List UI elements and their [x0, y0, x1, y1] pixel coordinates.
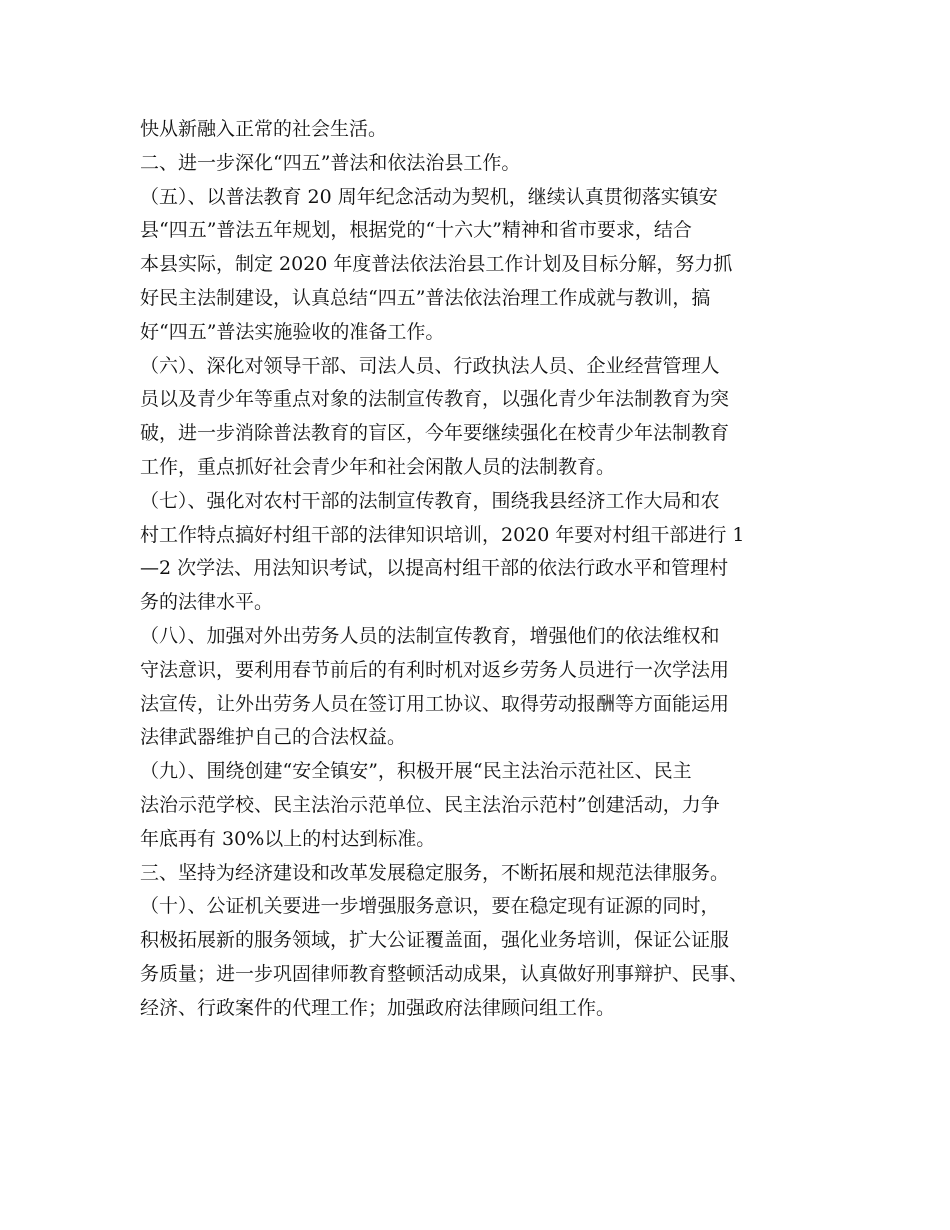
- text-line: 县“四五”普法五年规划，根据党的“十六大”精神和省市要求，结合: [140, 219, 692, 242]
- text-line: —2 次学法、用法知识考试，以提高村组干部的依法行政水平和管理村: [140, 557, 729, 580]
- text-line: 年底再有 30%以上的村达到标准。: [140, 827, 436, 850]
- text-line: （九）、围绕创建“安全镇安”，积极开展“民主法治示范社区、民主: [140, 760, 692, 783]
- text-line: （七）、强化对农村干部的法制宣传教育，围绕我县经济工作大局和农: [140, 489, 720, 512]
- text-line: （六）、深化对领导干部、司法人员、行政执法人员、企业经营管理人: [140, 354, 720, 377]
- text-line: 法治示范学校、民主法治示范单位、民主法治示范村”创建活动，力争: [140, 793, 720, 816]
- text-line: 积极拓展新的服务领域，扩大公证覆盖面，强化业务培训，保证公证服: [140, 929, 730, 952]
- text-line: 好民主法制建设，认真总结“四五”普法依法治理工作成就与教训，搞: [140, 286, 711, 309]
- text-line: 本县实际，制定 2020 年度普法依法治县工作计划及目标分解，努力抓: [140, 253, 733, 276]
- text-line: 员以及青少年等重点对象的法制宣传教育，以强化青少年法制教育为突: [140, 388, 730, 411]
- text-line: 快从新融入正常的社会生活。: [140, 118, 388, 140]
- text-line: （八）、加强对外出劳务人员的法制宣传教育，增强他们的依法维权和: [140, 624, 720, 647]
- section-heading: 三、坚持为经济建设和改革发展稳定服务，不断拓展和规范法律服务。: [140, 861, 730, 884]
- text-line: 务质量；进一步巩固律师教育整顿活动成果，认真做好刑事辩护、民事、: [140, 962, 749, 985]
- text-line: （五）、以普法教育 20 周年纪念活动为契机，继续认真贯彻落实镇安: [140, 185, 718, 208]
- document-body: [140, 113, 840, 1026]
- text-line: 村工作特点搞好村组干部的法律知识培训，2020 年要对村组干部进行 1: [140, 523, 745, 546]
- text-line: 法宣传，让外出劳务人员在签订用工协议、取得劳动报酬等方面能运用: [140, 692, 730, 715]
- text-line: （十）、公证机关要进一步增强服务意识，要在稳定现有证源的同时，: [140, 895, 720, 918]
- section-heading: 二、进一步深化“四五”普法和依法治县工作。: [140, 151, 521, 174]
- text-line: 破，进一步消除普法教育的盲区，今年要继续强化在校青少年法制教育: [140, 422, 730, 445]
- text-line: 经济、行政案件的代理工作；加强政府法律顾问组工作。: [140, 996, 616, 1019]
- text-line: 工作，重点抓好社会青少年和社会闲散人员的法制教育。: [140, 455, 616, 478]
- text-line: 守法意识，要利用春节前后的有利时机对返乡劳务人员进行一次学法用: [140, 658, 730, 681]
- text-line: 法律武器维护自己的合法权益。: [140, 726, 407, 749]
- text-line: 务的法律水平。: [140, 591, 274, 614]
- text-line: 好“四五”普法实施验收的准备工作。: [140, 320, 445, 343]
